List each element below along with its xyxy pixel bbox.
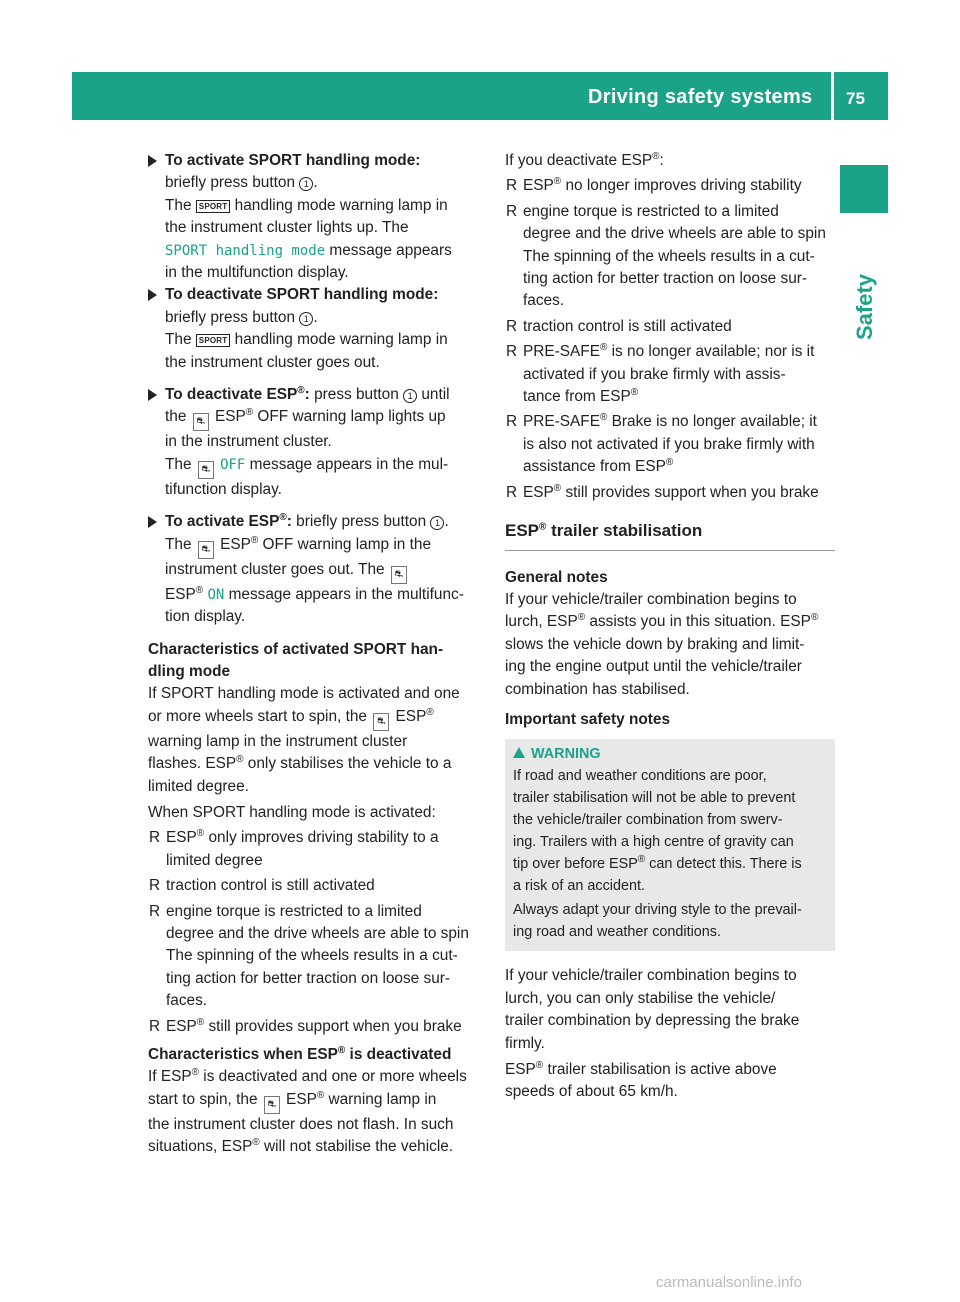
- paragraph-text: situations, ESP® will not stabilise the vehicle.: [148, 1137, 454, 1156]
- header-divider: [831, 72, 834, 120]
- warning-box: [505, 739, 835, 951]
- watermark: carmanualsonline.info: [656, 1274, 802, 1291]
- side-tab-label: Safety: [852, 273, 877, 340]
- paragraph-text: If your vehicle/trailer combination begins to: [505, 967, 797, 985]
- paragraph-text: If your vehicle/trailer combination begins to: [505, 590, 797, 608]
- step-text: briefly press button 1 .: [165, 308, 318, 326]
- step-title: To deactivate SPORT handling mode:: [165, 286, 439, 304]
- button-1-icon: 1: [299, 312, 313, 326]
- step-text: To deactivate ESP®: press button 1 until: [165, 384, 450, 404]
- esp-off-lamp-icon: ⛐: [193, 413, 209, 431]
- step-text: tion display.: [165, 608, 246, 626]
- paragraph-text: speeds of about 65 km/h.: [505, 1083, 678, 1101]
- step-text: the instrument cluster goes out.: [165, 353, 380, 371]
- paragraph-text: limited degree.: [148, 777, 249, 795]
- list-item: R traction control is still activated: [149, 877, 375, 895]
- page-number: 75: [846, 89, 865, 108]
- warning-heading: WARNING: [513, 743, 827, 765]
- right-column: [505, 150, 835, 1104]
- paragraph-text: flashes. ESP® only stabilises the vehicle to a: [148, 754, 452, 773]
- step-text: To activate ESP®: briefly press button 1 .: [165, 512, 449, 531]
- warning-text: If road and weather conditions are poor,: [513, 768, 767, 785]
- warning-text: Always adapt your driving style to the prevail-: [513, 902, 802, 919]
- step-text: the instrument cluster lights up. The: [165, 219, 409, 237]
- step-text: instrument cluster goes out. The ⛐: [165, 559, 482, 584]
- warning-text: tip over before ESP® can detect this. There is: [513, 854, 802, 873]
- warning-text: a risk of an accident.: [513, 878, 645, 895]
- esp-lamp-icon: ⛐: [373, 713, 389, 731]
- list-item: R ESP® still provides support when you brake: [506, 482, 819, 501]
- step-title: To activate SPORT handling mode:: [165, 152, 421, 169]
- paragraph-text: combination has stabilised.: [505, 680, 690, 698]
- step-text: tifunction display.: [165, 480, 282, 498]
- section-title: ESP® trailer stabilisation: [505, 520, 835, 550]
- step-text: ESP® ON message appears in the multifunc-: [165, 584, 464, 603]
- section-esp-deactivated: [148, 1044, 482, 1159]
- list-item: R PRE-SAFE® Brake is no longer available; it is also not activated if you brake firmly with assistance from ESP®: [506, 412, 817, 476]
- list-item: R ESP® no longer improves driving stability: [506, 176, 802, 195]
- step-text: The SPORT handling mode warning lamp in: [165, 196, 448, 214]
- paragraph-text: the instrument cluster does not flash. In such: [148, 1115, 454, 1133]
- step-text: the ⛐ ESP® OFF warning lamp lights up: [165, 406, 482, 431]
- paragraph-text: When SPORT handling mode is activated:: [148, 803, 436, 821]
- list-item: R engine torque is restricted to a limited degree and the drive wheels are able to spin The spinning of the wheels results in a cut- ting action for better traction on loose sur- faces.: [506, 202, 826, 310]
- sport-lamp-icon: SPORT: [196, 334, 231, 347]
- list-item: R engine torque is restricted to a limited degree and the drive wheels are able to spin The spinning of the wheels results in a cut- ting action for better traction on loose sur- faces.: [149, 902, 469, 1010]
- esp-lamp-icon: ⛐: [391, 566, 407, 584]
- step-activate-esp: [148, 511, 482, 628]
- step-arrow-icon: [148, 389, 157, 401]
- warning-text: trailer stabilisation will not be able to prevent: [513, 790, 796, 807]
- list-item: R PRE-SAFE® is no longer available; nor is it activated if you brake firmly with assis- tance from ESP®: [506, 342, 815, 406]
- bullet-list: [505, 175, 835, 504]
- paragraph-text: or more wheels start to spin, the ⛐ ESP®: [148, 706, 482, 731]
- step-text: in the instrument cluster.: [165, 433, 332, 451]
- step-text: The SPORT handling mode warning lamp in: [165, 331, 448, 349]
- list-item: R traction control is still activated: [506, 317, 732, 335]
- step-deactivate-sport: [148, 284, 482, 374]
- esp-lamp-icon: ⛐: [264, 1096, 280, 1114]
- step-arrow-icon: [148, 516, 157, 528]
- paragraph-text: If ESP® is deactivated and one or more wheels: [148, 1067, 467, 1086]
- step-text: briefly press button 1 .: [165, 174, 318, 192]
- warning-text: the vehicle/trailer combination from swerv-: [513, 812, 783, 829]
- paragraph-text: If SPORT handling mode is activated and one: [148, 685, 460, 703]
- paragraph-text: lurch, you can only stabilise the vehicle/: [505, 989, 776, 1007]
- display-message: SPORT handling mode: [165, 242, 326, 259]
- step-text: The ⛐ ESP® OFF warning lamp in the: [165, 534, 482, 559]
- section-sport-characteristics: [148, 639, 482, 1039]
- esp-lamp-icon: ⛐: [198, 461, 214, 479]
- side-tab-block: [840, 165, 888, 213]
- esp-off-lamp-icon: ⛐: [198, 541, 214, 559]
- page-title: Driving safety systems: [588, 86, 813, 108]
- list-item: R ESP® still provides support when you brake: [149, 1016, 462, 1035]
- list-item: R ESP® only improves driving stability to a limited degree: [149, 828, 439, 869]
- paragraph-text: lurch, ESP® assists you in this situation. ESP®: [505, 612, 819, 631]
- subsection-heading: Important safety notes: [505, 710, 671, 728]
- subsection-heading: General notes: [505, 568, 608, 586]
- section-heading: dling mode: [148, 662, 231, 680]
- button-1-icon: 1: [299, 177, 313, 191]
- sport-lamp-icon: SPORT: [196, 200, 231, 213]
- step-arrow-icon: [148, 155, 157, 167]
- paragraph-text: start to spin, the ⛐ ESP® warning lamp in: [148, 1089, 482, 1114]
- paragraph-text: ESP® trailer stabilisation is active above: [505, 1059, 777, 1078]
- step-activate-sport: [148, 150, 482, 284]
- step-arrow-icon: [148, 289, 157, 301]
- step-text: in the multifunction display.: [165, 264, 349, 282]
- paragraph-text: warning lamp in the instrument cluster: [148, 732, 408, 750]
- display-message: OFF: [220, 456, 246, 473]
- bullet-list: [148, 827, 482, 1038]
- button-1-icon: 1: [403, 389, 417, 403]
- paragraph-text: slows the vehicle down by braking and limit-: [505, 635, 805, 653]
- paragraph-text: trailer combination by depressing the brake: [505, 1012, 800, 1030]
- left-column: [148, 150, 482, 1159]
- display-message: ON: [207, 586, 225, 603]
- paragraph-text: ing the engine output until the vehicle/trailer: [505, 658, 802, 676]
- paragraph-text: If you deactivate ESP®:: [505, 150, 664, 169]
- warning-text: ing road and weather conditions.: [513, 924, 722, 941]
- button-1-icon: 1: [430, 516, 444, 530]
- warning-text: ing. Trailers with a high centre of gravity can: [513, 834, 794, 851]
- step-text: SPORT handling mode message appears: [165, 241, 452, 259]
- section-heading: Characteristics of activated SPORT han-: [148, 640, 444, 658]
- step-deactivate-esp: [148, 384, 482, 501]
- warning-icon: [513, 747, 525, 758]
- section-heading: Characteristics when ESP® is deactivated: [148, 1044, 452, 1063]
- step-text: The ⛐ OFF message appears in the mul-: [165, 454, 482, 479]
- paragraph-text: firmly.: [505, 1034, 545, 1052]
